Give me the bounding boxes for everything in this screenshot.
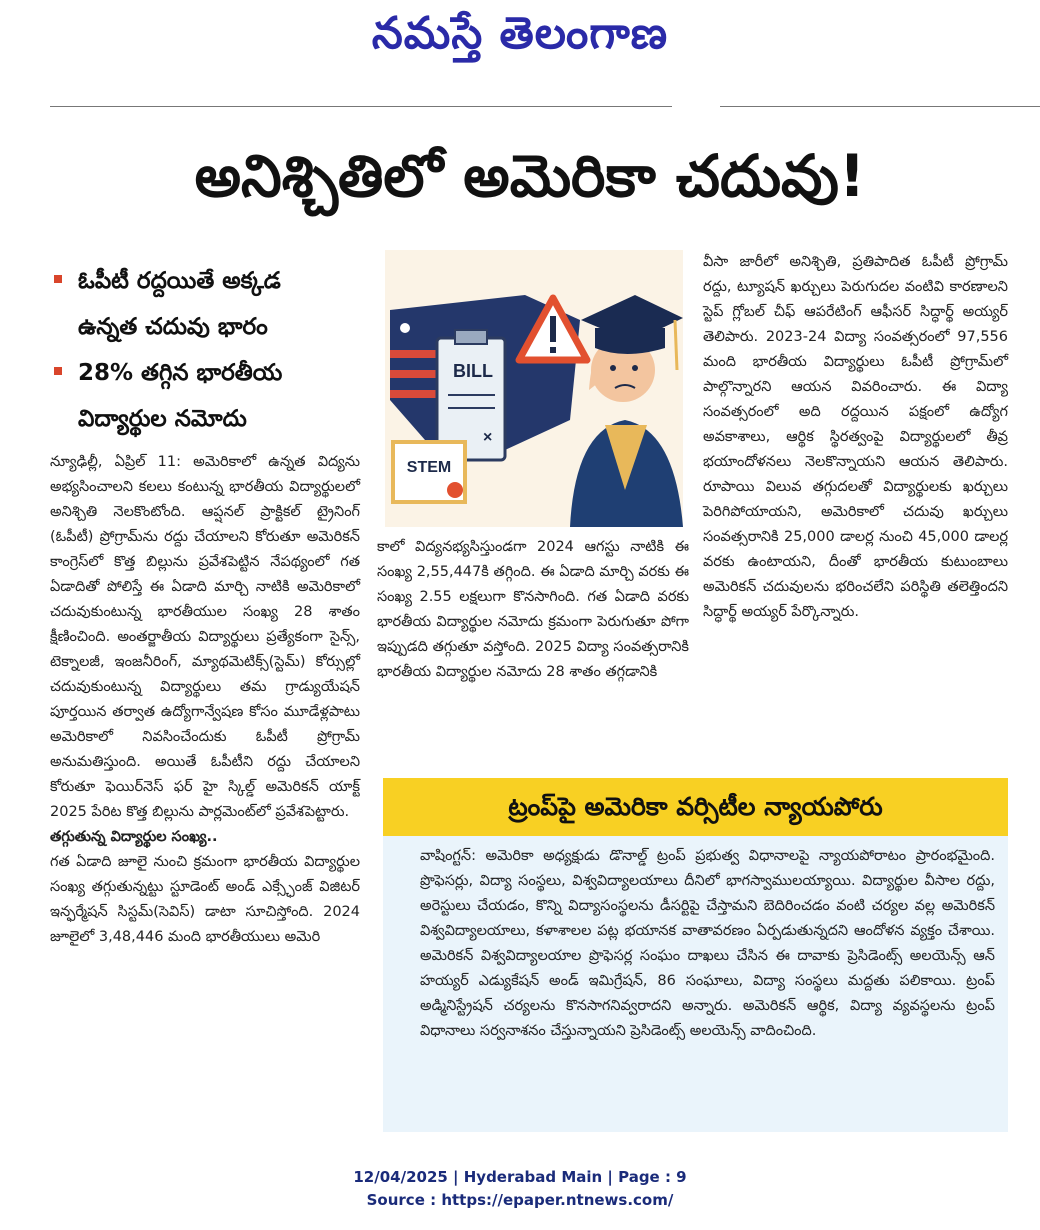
bullet-line: ఓపీటీ రద్దయితే అక్కడ xyxy=(78,268,281,294)
body-paragraph: వాషింగ్టన్: అమెరికా అధ్యక్షుడు డొనాల్డ్ ట్రంప్ ప్రభుత్వ విధానాలపై న్యాయపోరాటం ప్రారంభమైంది. ప్రొఫెసర్లు, విద్యా సంస్థలు, విశ్వవిద్యాలయాలు దీనిలో భాగస్వాములయ్యాయి. విద్యార్థుల వీసాల రద్దు, అరెస్టులు చేయడం, కొన్ని విద్యాసంస్థలను డీసర్టిపై చేస్తామని బెదిరించడం వంటి చర్యల వల్ల అమెరికన్ విశ్వవిద్యాలయాలు, కళాశాలల పట్ల భయానక వాతావరణం ఏర్పడుతున్నదని ఆందోళన వ్యక్తం చేశాయి. అమెరికన్ విశ్వవిద్యాలయాల ప్రొఫెసర్ల సంఘం దాఖలు చేసిన ఈ దావాకు ప్రెసిడెంట్స్ అలయెన్స్ ఆన్ హయ్యర్ ఎడ్యుకేషన్ అండ్ ఇమిగ్రేషన్, 86 సంఘాలు, విద్యా సంస్థలు మద్దతు పలికాయి. ట్రంప్ అడ్మినిస్ట్రేషన్ చర్యలను కొనసాగనివ్వరాదని అన్నారు. అమెరికన్ ఆర్థిక, విద్యా వ్యవస్థలను ట్రంప్ విధానాలు సర్వనాశనం చేస్తున్నాయని ప్రెసిడెంట్స్ అలయెన్స్ వాదించింది. xyxy=(420,848,995,1039)
header-rule-left xyxy=(50,106,672,107)
masthead-logo: నమస్తే తెలంగాణ xyxy=(371,8,669,59)
footer-source: Source : https://epaper.ntnews.com/ xyxy=(366,1191,674,1209)
footer-date-edition: 12/04/2025 | Hyderabad Main | Page : 9 xyxy=(353,1168,687,1186)
side-story-body xyxy=(420,844,995,1044)
svg-text:×: × xyxy=(483,429,493,446)
bullet-marker xyxy=(54,275,62,283)
side-story-title: ట్రంప్‌పై అమెరికా వర్సిటీల న్యాయపోరు xyxy=(383,778,1008,836)
article-column-1 xyxy=(50,450,360,950)
section-subhead: తగ్గుతున్న విద్యార్థుల సంఖ్య.. xyxy=(50,829,218,845)
bullet-line: 28% తగ్గిన భారతీయ xyxy=(78,360,283,386)
article-column-2 xyxy=(377,535,689,685)
article-headline: అనిశ్చితిలో అమెరికా చదువు! xyxy=(194,142,866,210)
bill-label: BILL xyxy=(453,361,493,381)
certificate-icon xyxy=(393,442,465,502)
graduate-icon xyxy=(570,295,683,527)
bullet-line: ఉన్నత చదువు భారం xyxy=(78,314,268,340)
header-rule-right xyxy=(720,106,1040,107)
body-paragraph: గత ఏడాది జూలై నుంచి క్రమంగా భారతీయ విద్యార్థుల సంఖ్య తగ్గుతున్నట్టు స్టూడెంట్ అండ్ ఎక్స్ఛేంజ్ విజిటర్ ఇన్ఫర్మేషన్ సిస్టమ్(సెవిస్) డాటా సూచిస్తోంది. 2024 జూలైలో 3,48,446 మంది భారతీయులు అమెరి xyxy=(50,854,360,945)
bullet-item xyxy=(50,258,370,350)
body-paragraph: వీసా జారీలో అనిశ్చితి, ప్రతిపాదిత ఓపీటీ ప్రోగ్రామ్ రద్దు, ట్యూషన్ ఖర్చులు పెరుగుదల వంటివి కారణాలని స్టెప్ గ్లోబల్ చీఫ్ ఆపరేటింగ్ ఆఫీసర్ సిద్ధార్థ్ అయ్యర్ తెలిపారు. 2023-24 విద్యా సంవత్సరంలో 97,556 మంది భారతీయ విద్యార్థులు ఓపీటీ ప్రోగ్రామ్‌లో పాల్గొన్నారని ఆయన వివరించారు. ఈ విద్యా సంవత్సరంలో అది రద్దయిన పక్షంలో ఉద్యోగ అవకాశాలు, ఆర్థిక స్థిరత్వంపై విద్యార్థులలో తీవ్ర భయాందోళనలు నెలకొన్నాయని ఆయన తెలిపారు. రూపాయి విలువ తగ్గుదలతో విద్యార్థులకు ఖర్చులు పెరిగిపోయాయని, అమెరికాలో చదువు ఖర్చులు సంవత్సరానికి 25,000 డాలర్ల నుంచి 45,000 డాలర్ల వరకు ఉంటాయని, దీంతో భారతీయ కుటుంబాలు అమెరికన్ చదువులను భరించలేని పరిస్థితి తలెత్తిందని సిద్ధార్థ్ అయ్యర్ పేర్కొన్నారు. xyxy=(703,254,1008,620)
body-paragraph: కాలో విద్యనభ్యసిస్తుండగా 2024 ఆగస్టు నాటికి ఈ సంఖ్య 2,55,447కి తగ్గింది. ఈ ఏడాది మార్చి వరకు ఈ సంఖ్య 2.55 లక్షలుగా కొనసాగింది. గత ఏడాది వరకు భారతీయ విద్యార్థుల నమోదు క్రమంగా పెరుగుతూ పోగా ఇప్పుడది తగ్గుతూ వస్తోంది. 2025 విద్యా సంవత్సరానికి భారతీయ విద్యార్థుల నమోదు 28 శాతం తగ్గడానికి xyxy=(377,539,689,680)
body-paragraph: న్యూఢిల్లీ, ఏప్రిల్ 11: అమెరికాలో ఉన్నత విద్యను అభ్యసించాలని కలలు కంటున్న భారతీయ విద్యార్థులలో అనిశ్చితి నెలకొంటోంది. ఆప్షనల్ ప్రాక్టికల్ ట్రైనింగ్ (ఓపీటీ) ప్రోగ్రామ్‌ను రద్దు చేయాలని కోరుతూ అమెరికన్ కాంగ్రెస్‌లో కొత్త బిల్లును ప్రవేశపెట్టిన నేపథ్యంలో గత ఏడాదితో పోలిస్తే ఈ ఏడాది మార్చి నాటికి అమెరికాలో చదువుకుంటున్న భారతీయుల సంఖ్య 28 శాతం క్షీణించింది. అంతర్జాతీయ విద్యార్థులు ప్రత్యేకంగా సైన్స్, టెక్నాలజీ, ఇంజనీరింగ్, మ్యాథమెటిక్స్(స్టెమ్) కోర్సుల్లో చదువుకుంటున్న విద్యార్థులు తమ గ్రాడ్యుయేషన్ పూర్తయిన తర్వాత ఉద్యోగాన్వేషణ కోసం మూడేళ్లపాటు అమెరికాలో నివసించేందుకు ఓపీటీ ప్రోగ్రామ్ అనుమతిస్తుంది. అయితే ఓపీటీని రద్దు చేయాలని కోరుతూ ఫెయిర్‌నెస్ ఫర్ హై స్కిల్డ్ అమెరికన్ యాక్ట్ 2025 పేరిట కొత్త బిల్లును పార్లమెంట్‌లో ప్రవేశపెట్టారు. xyxy=(50,454,360,820)
stem-label: STEM xyxy=(406,459,452,476)
article-illustration xyxy=(385,250,683,527)
bullet-line: విద్యార్థుల నమోదు xyxy=(78,406,247,432)
student-worry-illustration xyxy=(385,250,683,527)
bullet-marker xyxy=(54,367,62,375)
highlight-bullets xyxy=(50,258,370,442)
article-column-3 xyxy=(703,250,1008,625)
bullet-item xyxy=(50,350,370,442)
